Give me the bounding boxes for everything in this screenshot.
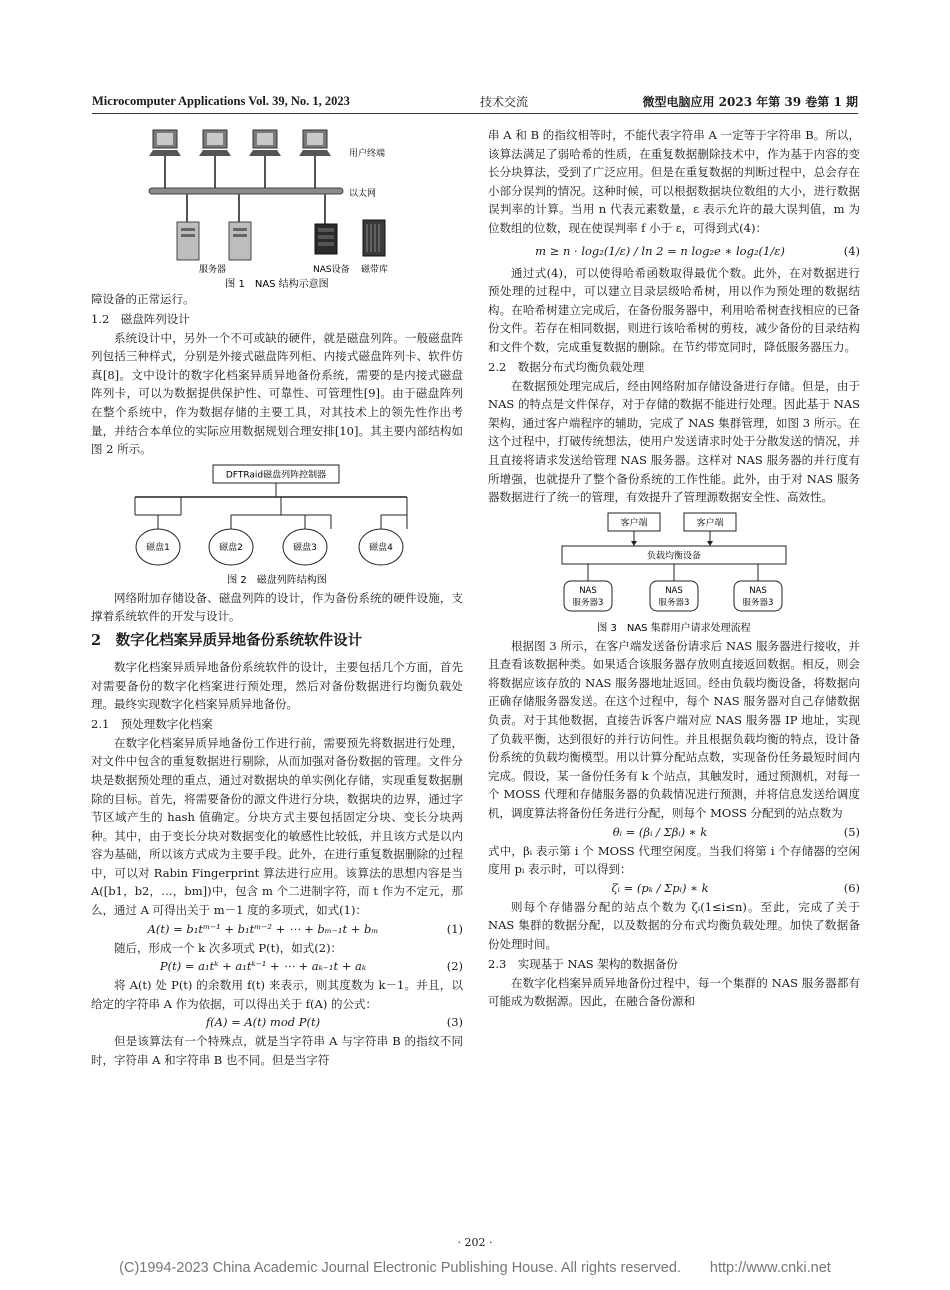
nas-device-icon bbox=[315, 224, 337, 254]
left-column bbox=[91, 126, 463, 1070]
paragraph: 根据图 3 所示，在客户端发送备份请求后 NAS 服务器进行接收，并且查看该数据种类。如果适合该服务器存放则直接返回数据。相反，则会将数据应该存放的 NAS 服务器地址返回。经由负载均衡设备，将数据向正确存储服务器发送。在这个过程中，每个 NAS 服务器对自己存储数据负责。对于其他数据，直接告诉客户端对应 NAS 服务器 IP 地址，实现了负载平衡，达到很好的并行访问性。并且根据负载均衡的特点，设计备份系统的负载均衡模型。用以计算分配站点数，实现备份任务最短时间内完成。假设，某一备份任务有 k 个站点，其触发时，通过预测机，对每一个 MOSS 代理和存储服务器的负载情况进行预测，并将信息发送给调度机，调度算法将备份任务进行分配，则每个 MOSS 分配到的站点数为 bbox=[488, 638, 860, 821]
paragraph: 通过式(4)，可以使得哈希函数取得最优个数。此外，在对数据进行预处理的过程中，可以建立目录层级哈希树，用以作为预处理的数据结构。在哈希树建立完成后，在备份服务器中，利用哈希树查找相应的已备份文件。若存在相同数据，则进行该哈希树的剪枝，减少备份的目录结构和文件个数，完成重复数据的删除。在节约带宽同时，降低服务器压力。 bbox=[488, 265, 860, 354]
label-tape: 磁带库 bbox=[361, 265, 389, 275]
svg-text:服务器3: 服务器3 bbox=[572, 597, 604, 608]
paragraph: 则每个存储器分配的站点个数为 ζᵢ(1≤i≤n)。至此，完成了关于 NAS 集群的数据分配，以及数据的分布式均衡负载处理。加快了数据备份处理时间。 bbox=[488, 899, 860, 951]
paragraph: 在数字化档案异质异地备份工作进行前，需要预先将数据进行处理，对文件中包含的重复数据进行剔除，从而加强对备份数据的管理。文件分块是数据预处理的重点，通过对数据块的单实例化存储，实现重复数据删除的目标。首先，将需要备份的源文件进行分块，数据块的边界，通过字节区域产生的 hash 值确定。分块方式主要包括固定分块、变长分块两种。其中，由于变长分块对数据变化的敏感性比较低，并且该方式是以内容为基础，所以该方式成为主要手段。此外，在进行重复数据删除的过程中，可以对 Rabin Fingerprint 算法进行应用。该算法的思想内容是当 A([b1，b2，…，bm])中，包含 m 个二进制字符，而 t 作为不定元，那么，通过 A 可得出关于 m－1 度的多项式，如式(1)： bbox=[91, 735, 463, 918]
paragraph: 在数字化档案异质异地备份过程中，每一个集群的 NAS 服务器都有可能成为数据源。因此，在融合备份源和 bbox=[488, 975, 860, 1009]
label-nas: NAS设备 bbox=[313, 265, 350, 275]
paragraph: 障设备的正常运行。 bbox=[91, 292, 195, 306]
label-ethernet: 以太网 bbox=[349, 189, 377, 199]
svg-text:NAS: NAS bbox=[749, 585, 767, 596]
disk-4-label: 磁盘4 bbox=[369, 542, 393, 553]
header-journal-cn: 微型电脑应用 2023 年第 39 卷第 1 期 bbox=[642, 95, 858, 109]
section-heading-1-2: 1.2 磁盘阵列设计 bbox=[91, 311, 190, 326]
header-section: 技术交流 bbox=[480, 95, 529, 109]
raid-controller-label: DFTRaid磁盘列阵控制器 bbox=[225, 470, 327, 481]
figure-2 bbox=[91, 463, 463, 589]
disk-1-label: 磁盘1 bbox=[146, 542, 170, 553]
paragraph: 系统设计中，另外一个不可或缺的硬件，就是磁盘列阵。一般磁盘阵列包括三种样式，分别是外接式磁盘阵列柜、内接式磁盘阵列卡、软件仿真[8]。文中设计的数字化档案异质异地备份系统，需要的是内接式磁盘阵列卡，可以为数据提供保护性、可靠性、可管理性[9]。由于磁盘阵列在整个系统中，作为数据存储的主要工具，对其技术上的领先性作出考量，并结合本单位的实际应用数据规划合理安排[10]。其主要内部结构如图 2 所示。 bbox=[91, 330, 463, 457]
right-column bbox=[488, 126, 860, 1011]
section-heading-2-2: 2.2 数据分布式均衡负载处理 bbox=[488, 359, 645, 374]
paragraph: 网络附加存储设备、磁盘列阵的设计，作为备份系统的硬件设施，支撑着系统软件的开发与设计。 bbox=[91, 590, 463, 624]
paragraph: 随后，形成一个 k 次多项式 P(t)，如式(2)： bbox=[114, 940, 343, 955]
paragraph: 将 A(t) 处 P(t) 的余数用 f(t) 来表示，则其度数为 k－1。并且，以给定的字符串 A 作为依据，可以得出关于 f(A) 的公式： bbox=[91, 978, 463, 1011]
paragraph: 在数据预处理完成后，经由网络附加存储设备进行存储。但是，由于 NAS 的特点是文件保存，对于存储的数据不能进行处理。因此基于 NAS 架构，通过客户端程序的辅助，完成了 NAS 集群管理，如图 3 所示。在这个过程中，打破传统想法，使用户发送请求时处于分散发送的情况，并且直接将请求发送给管理 NAS 服务器。这样对 NAS 服务器的并行度有所增强，也就提升了整个备份系统的工作性能。此外，由于对 NAS 服务器数据进行了统一的管理，有效提升了管理源数据安全性、高效性。 bbox=[488, 378, 860, 505]
figure-3 bbox=[488, 511, 860, 637]
computer-icon bbox=[149, 130, 181, 156]
svg-text:服务器3: 服务器3 bbox=[658, 597, 690, 608]
equation-3: f(A) = A(t) mod P(t) (3) bbox=[205, 1015, 463, 1030]
header-journal-en: Microcomputer Applications Vol. 39, No. 1, 2023 bbox=[92, 94, 350, 108]
figure-1-caption: 图 1 NAS 结构示意图 bbox=[225, 279, 329, 290]
client-label-1: 客户端 bbox=[620, 518, 648, 529]
equation-1: A(t) = b₁tᵐ⁻¹ + b₁tᵐ⁻² + ⋯ + bₘ₋₁t + bₘ (1) bbox=[147, 921, 463, 936]
tape-library-icon bbox=[363, 220, 385, 256]
figure-1 bbox=[91, 126, 463, 290]
computer-icon bbox=[199, 130, 231, 156]
computer-icon bbox=[249, 130, 281, 156]
copyright-footer: (C)1994-2023 China Academic Journal Electronic Publishing House. All rights reserved. http://www.cnki.net bbox=[119, 1260, 831, 1276]
computer-icon bbox=[299, 130, 331, 156]
nas-cluster-diagram bbox=[488, 511, 860, 637]
figure-2-caption: 图 2 磁盘列阵结构图 bbox=[227, 574, 327, 586]
equation-2: P(t) = a₁tᵏ + a₁tᵏ⁻¹ + ⋯ + aₖ₋₁t + aₖ (2) bbox=[159, 959, 463, 974]
page-number: · 202 · bbox=[457, 1236, 493, 1249]
paragraph: 串 A 和 B 的指纹相等时，不能代表字符串 A 一定等于字符串 B。所以，该算法满足了弱哈希的性质，在重复数据删除技术中，作为基于内容的变长分块算法，受到了广泛应用。但是在重复数据的判断过程中，总会存在小部分误判的情况。这种时候，可以根据数据块位数组的大小，进行数据误判率的计算。当用 n 代表元素数量，ε 表示允许的最大误判值，m 为位数组的位数，现在使误判率 f 小于 ε，可得到式(4)： bbox=[488, 128, 860, 235]
svg-text:服务器3: 服务器3 bbox=[742, 597, 774, 608]
equation-6: ζᵢ = (pₖ / Σpᵢ) ∗ k (6) bbox=[611, 880, 860, 895]
server-icon bbox=[229, 222, 251, 260]
section-heading-2-1: 2.1 预处理数字化档案 bbox=[91, 716, 213, 731]
client-label-2: 客户端 bbox=[696, 518, 724, 529]
paragraph: 式中，βᵢ 表示第 i 个 MOSS 代理空闲度。当我们将第 i 个存储器的空闲度用 pᵢ 表示时，可以得到： bbox=[488, 843, 860, 877]
disk-3-label: 磁盘3 bbox=[293, 542, 317, 553]
figure-3-caption: 图 3 NAS 集群用户请求处理流程 bbox=[597, 622, 751, 634]
paragraph: 但是该算法有一个特殊点，就是当字符串 A 与字符串 B 的指纹不同时，字符串 A 和字符串 B 也不同。但是当字符 bbox=[91, 1034, 463, 1068]
equation-5: θᵢ = (βᵢ / Σβᵢ) ∗ k (5) bbox=[612, 824, 860, 839]
section-heading-2-3: 2.3 实现基于 NAS 架构的数据备份 bbox=[488, 956, 678, 971]
running-header bbox=[92, 92, 858, 114]
disk-array-diagram bbox=[91, 463, 463, 589]
server-icon bbox=[177, 222, 199, 260]
svg-text:NAS: NAS bbox=[665, 585, 683, 596]
ethernet-bus bbox=[149, 188, 343, 194]
label-server: 服务器 bbox=[199, 265, 227, 275]
paragraph: 数字化档案异质异地备份系统软件的设计，主要包括几个方面，首先对需要备份的数字化档案进行预处理，然后对备份数据进行均衡负载处理。最终实现数字化档案异质异地备份。 bbox=[91, 659, 463, 712]
disk-2-label: 磁盘2 bbox=[219, 542, 243, 553]
svg-text:NAS: NAS bbox=[579, 585, 597, 596]
nas-structure-diagram bbox=[91, 126, 463, 290]
section-heading-2: 2 数字化档案异质异地备份系统软件设计 bbox=[91, 631, 363, 649]
load-balancer-label: 负载均衡设备 bbox=[646, 551, 702, 562]
equation-4: m ≥ n · log₂(1/ε) / ln 2 = n log₂e ∗ log₂(1/ε) (4) bbox=[535, 243, 860, 258]
label-terminal: 用户终端 bbox=[349, 149, 386, 159]
